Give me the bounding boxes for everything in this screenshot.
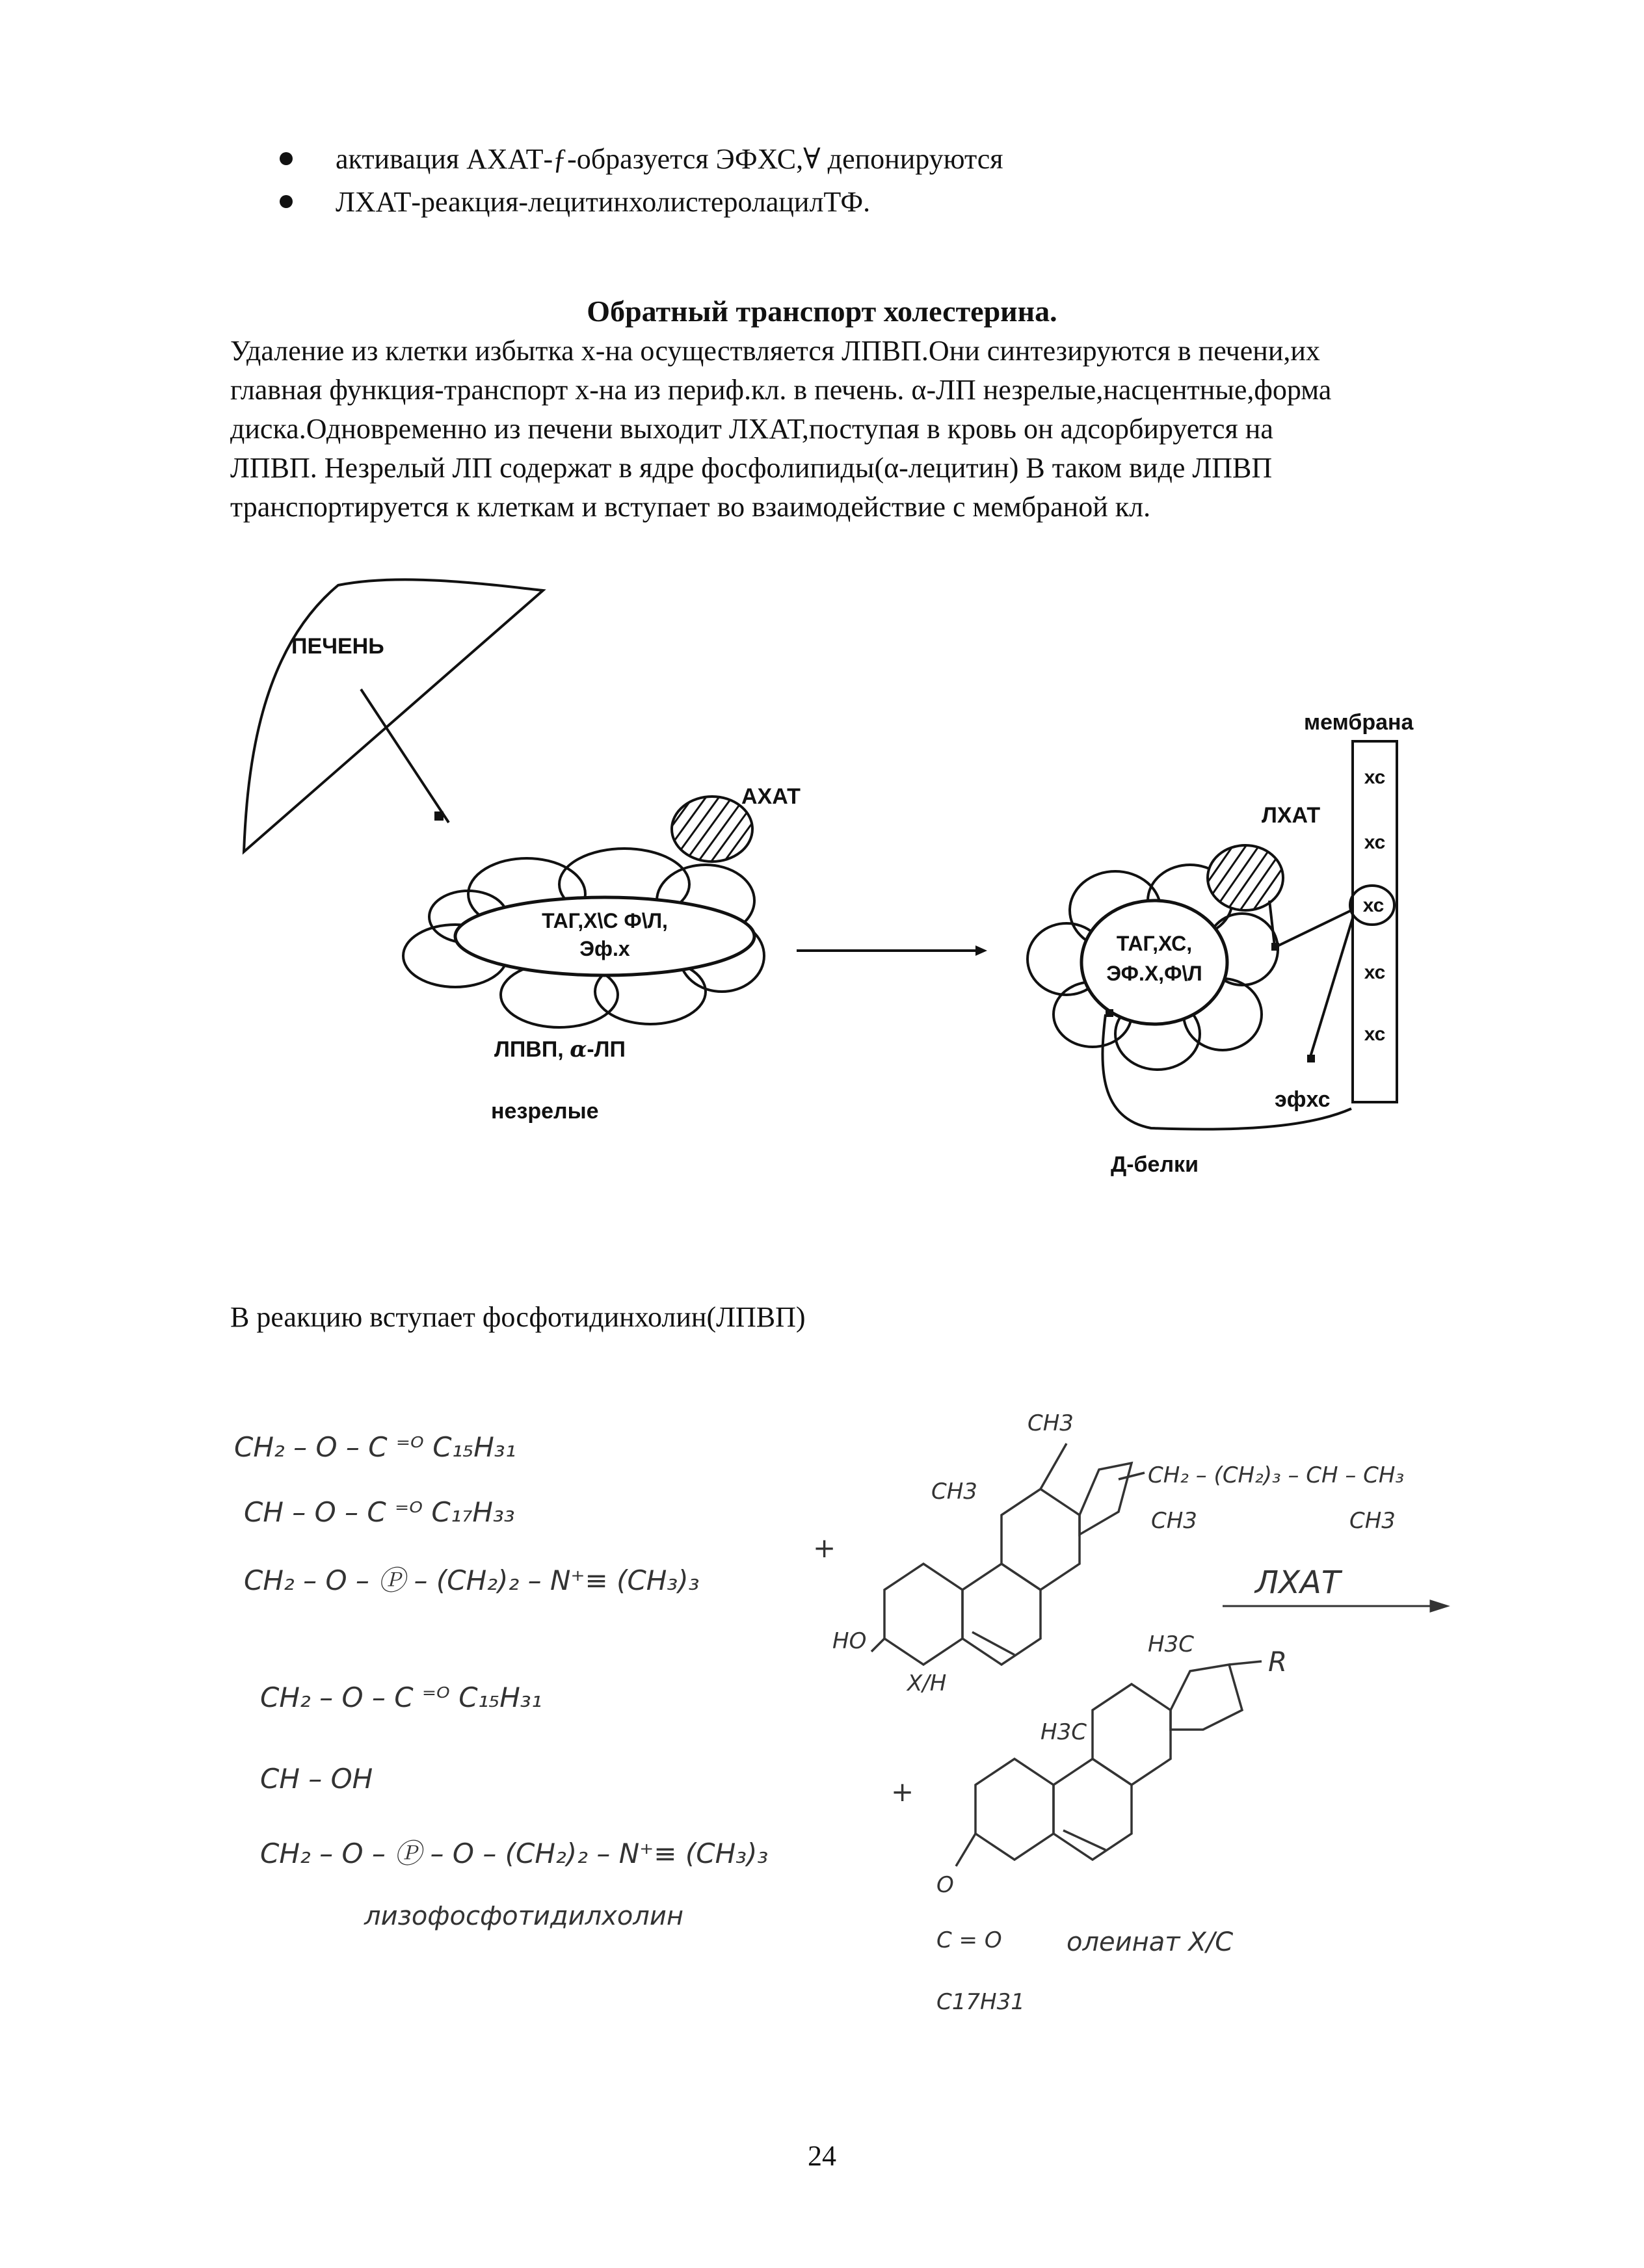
liver-arrow-line	[361, 689, 449, 823]
immature-core-text: Эф.х	[579, 937, 630, 960]
arrow-head-marker	[1106, 1009, 1113, 1017]
lpvp-label: ЛПВП, α-ЛП	[494, 1036, 626, 1062]
cholesterol-rings	[871, 1444, 1145, 1665]
lecithin-row: CH₂ – O – Ⓟ – (CH₂)₂ – N⁺≡ (CH₃)₃	[244, 1564, 700, 1596]
chem-label: CH3	[931, 1479, 977, 1505]
arrow-head-marker	[434, 811, 444, 821]
paragraph-line: Удаление из клетки избытка х-на осуществляется ЛПВП.Они синтезируются в печени,их	[230, 335, 1320, 367]
plus-sign: +	[891, 1776, 914, 1808]
section-heading: Обратный транспорт холестерина.	[587, 295, 1057, 328]
paragraph-line: главная функция-транспорт х-на из периф.кл. в печень. α-ЛП незрелые,насцентные,форма	[230, 374, 1332, 406]
chem-label: H3C	[1148, 1631, 1194, 1657]
lecithin-row: CH₂ – O – C ⁼ᴼ C₁₅H₃₁	[234, 1431, 516, 1463]
immature-core-text: ТАГ,Х\С Ф\Л,	[542, 909, 668, 932]
chem-label: CH3	[1151, 1508, 1197, 1534]
membrane-xc: хс	[1364, 832, 1386, 853]
paragraph-line: транспортируется к клеткам и вступает во взаимодействие с мембраной кл.	[230, 491, 1151, 523]
chem-label: HO	[832, 1628, 867, 1654]
arrow-head-marker	[1307, 1055, 1315, 1062]
page-number: 24	[808, 2140, 836, 2172]
lyso-row: CH₂ – O – C ⁼ᴼ C₁₅H₃₁	[260, 1681, 542, 1713]
chem-label: CH₂ – (CH₂)₃ – CH – CH₃	[1148, 1462, 1405, 1488]
xc-to-particle-line	[1273, 910, 1351, 948]
membrane-xc: хс	[1364, 767, 1386, 788]
membrane-xc: хс	[1362, 895, 1385, 916]
d-proteins-curve	[1102, 1014, 1351, 1129]
efhs-label: эфхс	[1275, 1087, 1331, 1112]
lyso-row: CH₂ – O – Ⓟ – O – (CH₂)₂ – N⁺≡ (CH₃)₃	[260, 1838, 769, 1869]
chem-label: CH3	[1028, 1410, 1074, 1436]
ahat-label: АХАТ	[741, 784, 801, 809]
chem-label: CH3	[1349, 1508, 1396, 1534]
lecithin-row: CH – O – C ⁼ᴼ C₁₇H₃₃	[244, 1496, 515, 1528]
lhat-enzyme-icon	[1184, 842, 1301, 917]
chem-label: R	[1268, 1646, 1288, 1678]
chem-label: C17H31	[936, 1989, 1025, 2015]
xc-to-efhs-line	[1310, 918, 1353, 1057]
chem-label: Х/Н	[907, 1670, 947, 1696]
arrow-head-marker	[1271, 943, 1279, 951]
lyso-row: CH – OH	[260, 1763, 373, 1795]
immature-label: незрелые	[491, 1099, 599, 1124]
liver-shape	[244, 579, 543, 852]
enzyme-label: ЛХАТ	[1255, 1564, 1341, 1601]
ester-rings	[956, 1661, 1262, 1866]
membrane-label: мембрана	[1304, 710, 1414, 735]
mature-core-text: ТАГ,ХС,	[1116, 932, 1193, 955]
d-proteins-label: Д-белки	[1111, 1152, 1199, 1177]
plus-sign: +	[813, 1532, 836, 1564]
membrane-xc: хс	[1364, 962, 1386, 983]
reaction-scheme	[0, 1365, 1644, 2048]
lyso-name: лизофосфотидилхолин	[364, 1901, 684, 1931]
paragraph-line: ЛПВП. Незрелый ЛП содержат в ядре фосфолипиды(α-лецитин) В таком виде ЛПВП	[230, 452, 1273, 484]
bullet-text: активация АХАТ-ƒ-образуется ЭФХС,∀ депонируются	[336, 143, 1003, 175]
lhat-label: ЛХАТ	[1262, 803, 1321, 828]
liver-label: ПЕЧЕНЬ	[291, 634, 384, 659]
chem-label: C = O	[936, 1927, 1002, 1953]
reaction-intro: В реакцию вступает фосфотидинхолин(ЛПВП)	[230, 1301, 806, 1333]
bullet-text: ЛХАТ-реакция-лецитинхолистеролацилТФ.	[336, 186, 871, 218]
chem-label: O	[936, 1872, 954, 1898]
arrow-head-marker	[975, 945, 987, 956]
lhat-link-line	[1269, 901, 1275, 946]
membrane-xc: хс	[1364, 1023, 1386, 1045]
mature-core-text: ЭФ.Х,Ф\Л	[1106, 962, 1202, 985]
paragraph-line: диска.Одновременно из печени выходит ЛХАТ,поступая в кровь он адсорбируется на	[230, 413, 1273, 445]
chem-label: H3C	[1041, 1719, 1087, 1745]
ester-name: олеинат Х/С	[1067, 1927, 1234, 1957]
